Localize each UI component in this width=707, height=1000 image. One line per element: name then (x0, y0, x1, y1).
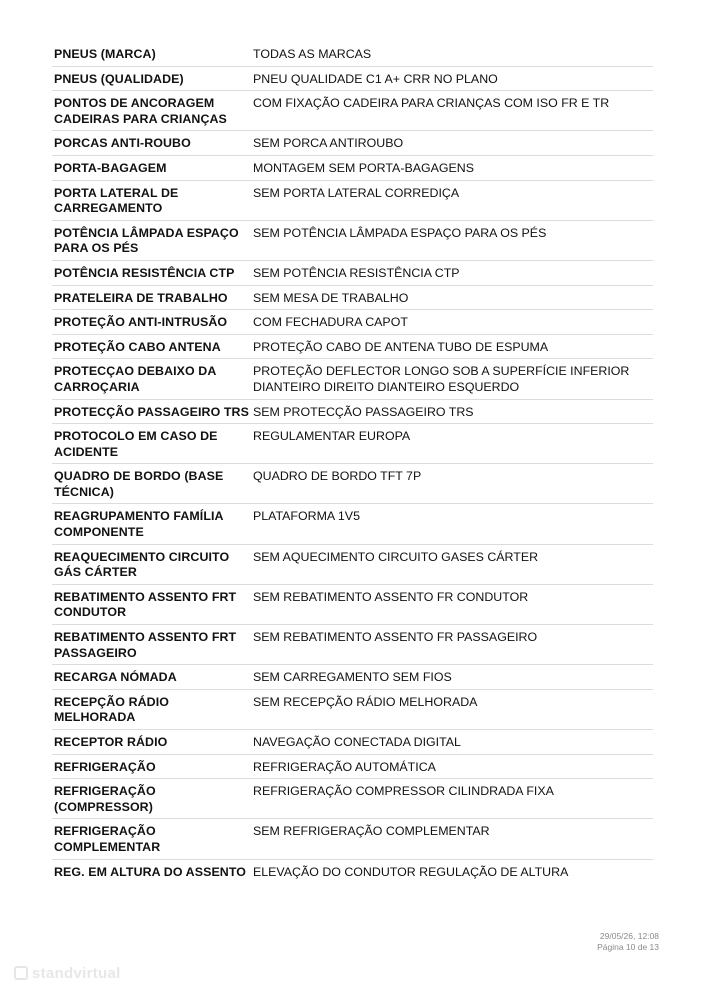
spec-label: REBATIMENTO ASSENTO FRT CONDUTOR (52, 584, 251, 624)
spec-label: PROTOCOLO EM CASO DE ACIDENTE (52, 424, 251, 464)
spec-label: REFRIGERAÇÃO (52, 754, 251, 779)
spec-value: COM FIXAÇÃO CADEIRA PARA CRIANÇAS COM ISO FR E TR (251, 91, 653, 131)
spec-label: REFRIGERAÇÃO COMPLEMENTAR (52, 819, 251, 859)
spec-value: SEM RECEPÇÃO RÁDIO MELHORADA (251, 689, 653, 729)
spec-label: REFRIGERAÇÃO (COMPRESSOR) (52, 779, 251, 819)
spec-value: ELEVAÇÃO DO CONDUTOR REGULAÇÃO DE ALTURA (253, 864, 569, 879)
table-row (52, 220, 653, 260)
spec-value: MONTAGEM SEM PORTA-BAGAGENS (251, 155, 653, 180)
spec-value: NAVEGAÇÃO CONECTADA DIGITAL (251, 730, 653, 755)
table-row (52, 66, 653, 91)
table-row (52, 42, 653, 66)
spec-label: QUADRO DE BORDO (BASE TÉCNICA) (52, 464, 251, 504)
spec-label: PORTA LATERAL DE CARREGAMENTO (52, 180, 251, 220)
spec-label: REG. EM ALTURA DO ASSENTO (54, 864, 247, 879)
spec-label: PROTEÇÃO ANTI-INTRUSÃO (52, 310, 251, 335)
spec-value: TODAS AS MARCAS (251, 42, 653, 66)
spec-label: PORCAS ANTI-ROUBO (52, 131, 251, 156)
spec-label: PROTEÇÃO CABO ANTENA (52, 334, 251, 359)
spec-label: PROTECÇAO DEBAIXO DA CARROÇARIA (52, 359, 251, 399)
spec-value: SEM POTÊNCIA LÂMPADA ESPAÇO PARA OS PÉS (251, 220, 653, 260)
watermark-icon (14, 966, 28, 980)
table-row (52, 91, 653, 131)
table-row (52, 859, 653, 883)
watermark-text: standvirtual (32, 964, 121, 982)
table-row (52, 819, 653, 859)
spec-value: SEM PROTECÇÃO PASSAGEIRO TRS (251, 399, 653, 424)
spec-value: SEM PORTA LATERAL CORREDIÇA (251, 180, 653, 220)
table-row (52, 180, 653, 220)
table-row (52, 131, 653, 156)
spec-label: PONTOS DE ANCORAGEM CADEIRAS PARA CRIANÇAS (52, 91, 251, 131)
spec-label: POTÊNCIA LÂMPADA ESPAÇO PARA OS PÉS (52, 220, 251, 260)
table-row (52, 310, 653, 335)
spec-value: SEM PORCA ANTIROUBO (251, 131, 653, 156)
spec-value: REFRIGERAÇÃO AUTOMÁTICA (251, 754, 653, 779)
table-row (52, 689, 653, 729)
watermark-logo (14, 962, 126, 984)
table-row (52, 625, 653, 665)
spec-value: COM FECHADURA CAPOT (251, 310, 653, 335)
spec-label: RECEPÇÃO RÁDIO MELHORADA (52, 689, 251, 729)
table-row (52, 665, 653, 690)
spec-value: SEM REBATIMENTO ASSENTO FR CONDUTOR (251, 584, 653, 624)
spec-label: PRATELEIRA DE TRABALHO (52, 285, 251, 310)
spec-table-body (52, 42, 653, 883)
spec-value: REGULAMENTAR EUROPA (251, 424, 653, 464)
spec-value: SEM MESA DE TRABALHO (251, 285, 653, 310)
spec-label: PROTECÇÃO PASSAGEIRO TRS (52, 399, 251, 424)
footer-page-number: Página 10 de 13 (597, 942, 659, 952)
table-row (52, 155, 653, 180)
table-row (52, 779, 653, 819)
spec-label: PNEUS (QUALIDADE) (52, 66, 251, 91)
table-row (52, 584, 653, 624)
spec-label: REAGRUPAMENTO FAMÍLIA COMPONENTE (52, 504, 251, 544)
spec-value: PROTEÇÃO DEFLECTOR LONGO SOB A SUPERFÍCIE INFERIOR DIANTEIRO DIREITO DIANTEIRO ESQUERDO (251, 359, 653, 399)
spec-value: PLATAFORMA 1V5 (251, 504, 653, 544)
spec-label: POTÊNCIA RESISTÊNCIA CTP (52, 260, 251, 285)
spec-value: SEM REBATIMENTO ASSENTO FR PASSAGEIRO (251, 625, 653, 665)
table-row (52, 285, 653, 310)
spec-label: RECARGA NÓMADA (52, 665, 251, 690)
spec-value: SEM REFRIGERAÇÃO COMPLEMENTAR (251, 819, 653, 859)
table-row (52, 399, 653, 424)
spec-label: REBATIMENTO ASSENTO FRT PASSAGEIRO (52, 625, 251, 665)
table-row (52, 424, 653, 464)
spec-value: SEM POTÊNCIA RESISTÊNCIA CTP (251, 260, 653, 285)
table-row (52, 730, 653, 755)
spec-value: REFRIGERAÇÃO COMPRESSOR CILINDRADA FIXA (251, 779, 653, 819)
table-row (52, 544, 653, 584)
spec-value: SEM AQUECIMENTO CIRCUITO GASES CÁRTER (251, 544, 653, 584)
table-row (52, 754, 653, 779)
footer-datetime: 29/05/26, 12:08 (599, 931, 659, 941)
table-row (52, 260, 653, 285)
spec-label: REAQUECIMENTO CIRCUITO GÁS CÁRTER (52, 544, 251, 584)
spec-table (52, 42, 653, 883)
spec-label: PNEUS (MARCA) (52, 42, 251, 66)
spec-value: PROTEÇÃO CABO DE ANTENA TUBO DE ESPUMA (251, 334, 653, 359)
spec-label: RECEPTOR RÁDIO (52, 730, 251, 755)
table-row (52, 334, 653, 359)
table-row (52, 359, 653, 399)
table-row (52, 504, 653, 544)
spec-value: QUADRO DE BORDO TFT 7P (251, 464, 653, 504)
table-row (52, 464, 653, 504)
spec-value: SEM CARREGAMENTO SEM FIOS (251, 665, 653, 690)
page-footer (597, 931, 659, 953)
spec-value: PNEU QUALIDADE C1 A+ CRR NO PLANO (251, 66, 653, 91)
spec-label: PORTA-BAGAGEM (52, 155, 251, 180)
